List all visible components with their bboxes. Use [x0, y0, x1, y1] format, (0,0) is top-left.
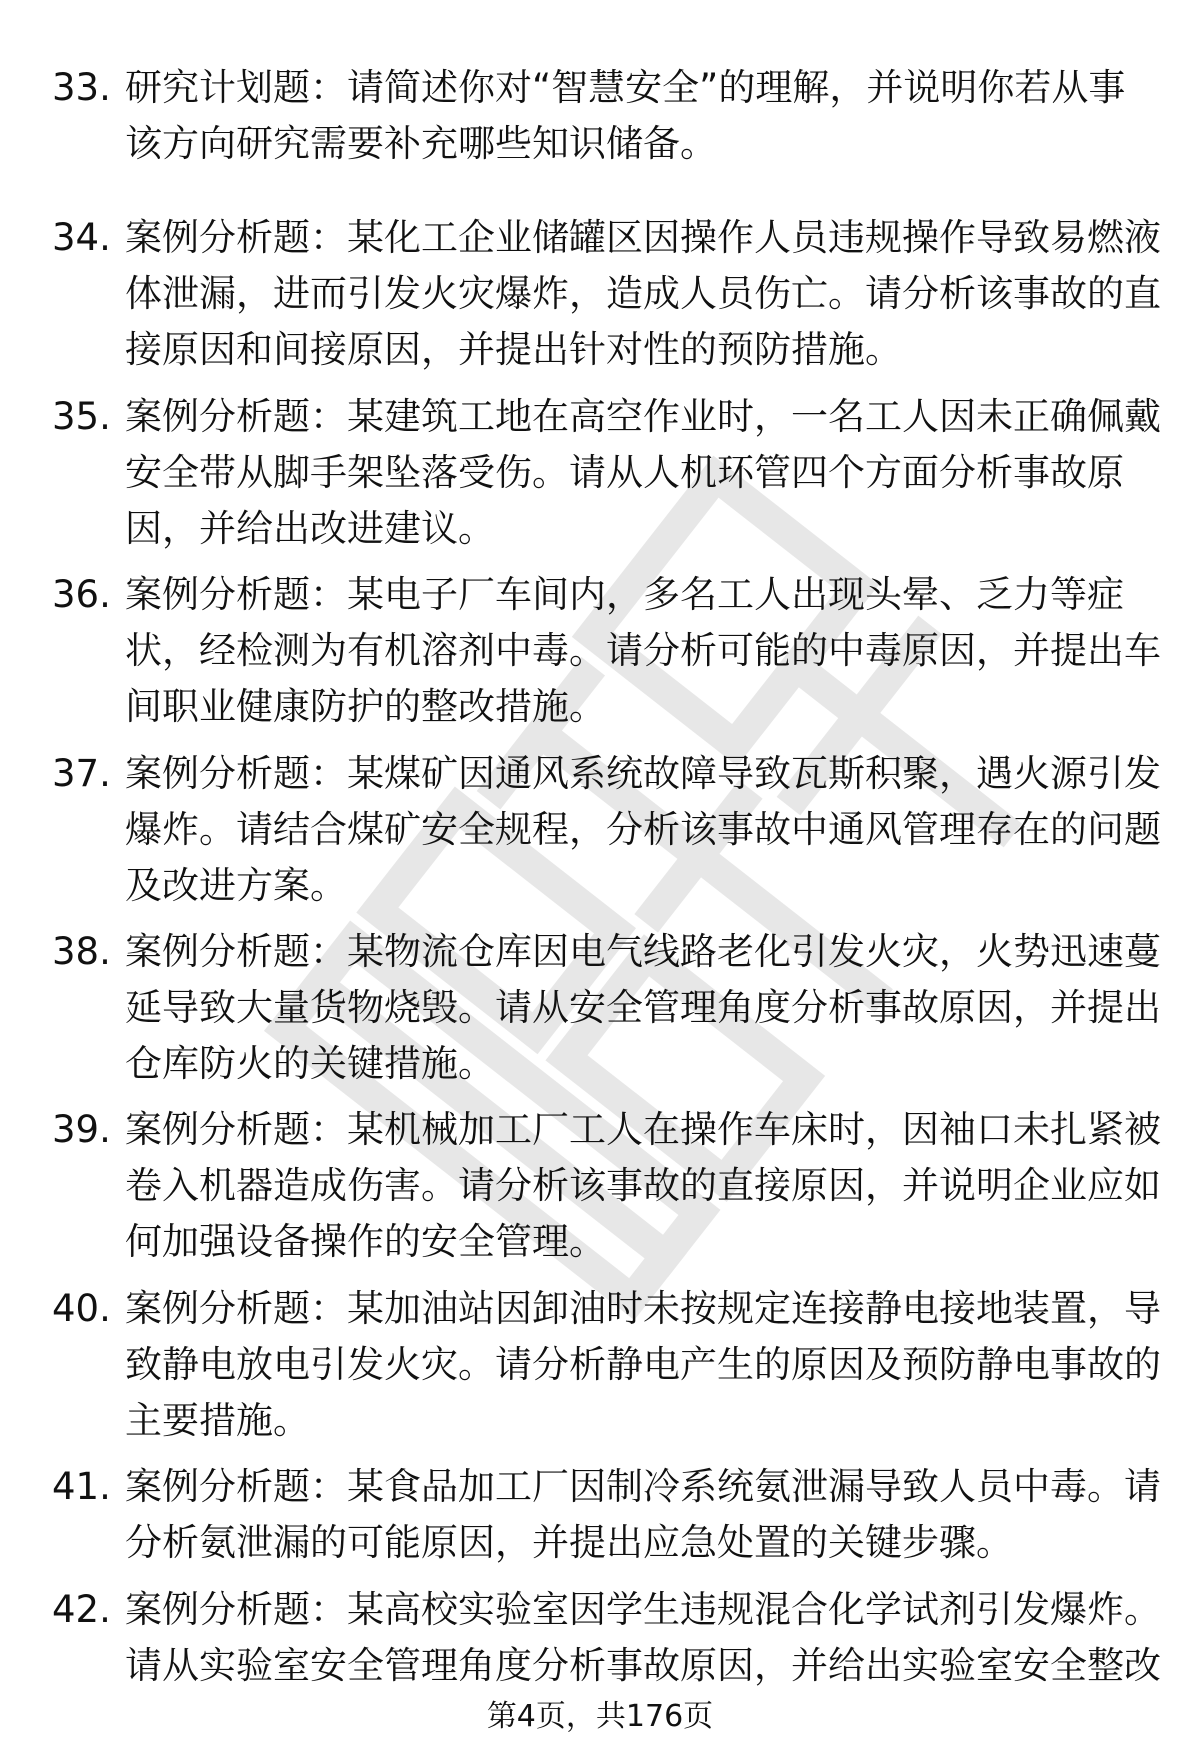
question-number: 34.	[52, 216, 111, 259]
question-text: 研究计划题：请简述你对“智慧安全”的理解，并说明你若从事该方向研究需要补充哪些知识储备。	[125, 66, 1126, 165]
question-number: 41.	[52, 1465, 111, 1508]
question-33	[52, 60, 1162, 172]
page-footer: 第4页，共176页	[486, 1699, 714, 1734]
question-number: 42.	[52, 1588, 111, 1631]
question-35	[52, 389, 1162, 557]
question-number: 38.	[52, 930, 111, 973]
question-39	[52, 1102, 1162, 1270]
question-number: 40.	[52, 1287, 111, 1330]
question-number: 39.	[52, 1108, 111, 1151]
question-text: 案例分析题：某高校实验室因学生违规混合化学试剂引发爆炸。请从实验室安全管理角度分析事故原因，并给出实验室安全整改	[125, 1588, 1161, 1687]
question-37	[52, 746, 1162, 914]
question-number: 35.	[52, 395, 111, 438]
question-text: 案例分析题：某物流仓库因电气线路老化引发火灾，火势迅速蔓延导致大量货物烧毁。请从安全管理角度分析事故原因，并提出仓库防火的关键措施。	[125, 930, 1161, 1085]
question-42	[52, 1582, 1162, 1694]
question-text: 案例分析题：某化工企业储罐区因操作人员违规操作导致易燃液体泄漏，进而引发火灾爆炸，造成人员伤亡。请分析该事故的直接原因和间接原因，并提出针对性的预防措施。	[125, 216, 1161, 371]
question-text: 案例分析题：某加油站因卸油时未按规定连接静电接地装置，导致静电放电引发火灾。请分析静电产生的原因及预防静电事故的主要措施。	[125, 1287, 1161, 1442]
question-38	[52, 924, 1162, 1092]
question-text: 案例分析题：某食品加工厂因制冷系统氨泄漏导致人员中毒。请分析氨泄漏的可能原因，并提出应急处置的关键步骤。	[125, 1465, 1161, 1564]
question-40	[52, 1281, 1162, 1449]
question-number: 36.	[52, 573, 111, 616]
question-34	[52, 210, 1162, 378]
question-text: 案例分析题：某机械加工厂工人在操作车床时，因袖口未扎紧被卷入机器造成伤害。请分析该事故的直接原因，并说明企业应如何加强设备操作的安全管理。	[125, 1108, 1161, 1263]
question-number: 33.	[52, 66, 111, 109]
question-text: 案例分析题：某电子厂车间内，多名工人出现头晕、乏力等症状，经检测为有机溶剂中毒。请分析可能的中毒原因，并提出车间职业健康防护的整改措施。	[125, 573, 1161, 728]
question-text: 案例分析题：某煤矿因通风系统故障导致瓦斯积聚，遇火源引发爆炸。请结合煤矿安全规程，分析该事故中通风管理存在的问题及改进方案。	[125, 752, 1161, 907]
question-41	[52, 1459, 1162, 1571]
question-36	[52, 567, 1162, 735]
question-text: 案例分析题：某建筑工地在高空作业时，一名工人因未正确佩戴安全带从脚手架坠落受伤。请从人机环管四个方面分析事故原因，并给出改进建议。	[125, 395, 1161, 550]
question-number: 37.	[52, 752, 111, 795]
